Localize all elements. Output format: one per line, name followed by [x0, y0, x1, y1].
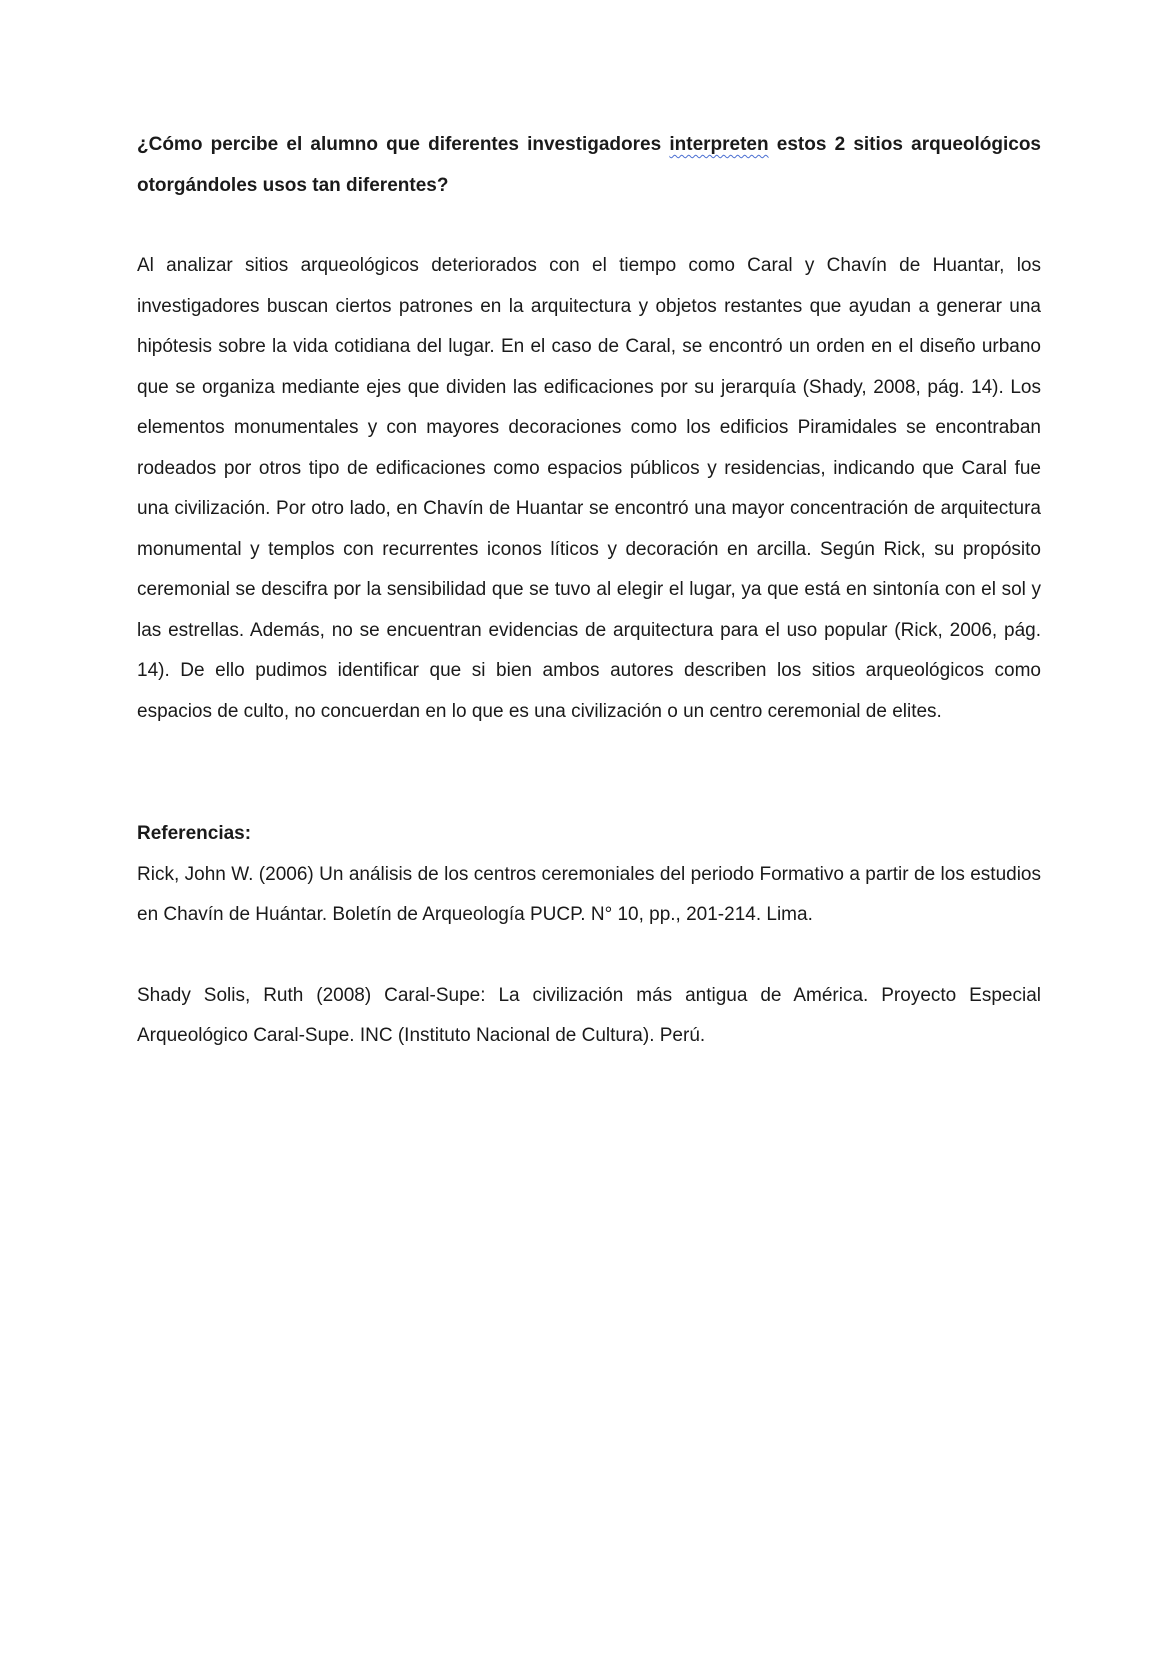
question-text-before: ¿Cómo percibe el alumno que diferentes investigadores — [137, 134, 670, 155]
question-text-after: estos 2 sitios arqueológicos otorgándoles usos tan diferentes? — [137, 134, 1041, 196]
document-content — [137, 125, 1041, 1057]
reference-item-shady: Shady Solis, Ruth (2008) Caral-Supe: La civilización más antigua de América. Proyecto Especial Arqueológico Caral-Supe. INC (Instituto Nacional de Cultura). Perú. — [137, 984, 1041, 1046]
question-heading — [137, 125, 1041, 206]
spellcheck-flagged-word[interactable]: interpreten — [669, 134, 769, 155]
references-heading: Referencias: — [137, 823, 252, 844]
body-paragraph: Al analizar sitios arqueológicos deteriorados con el tiempo como Caral y Chavín de Huantar, los investigadores buscan ciertos patrones en la arquitectura y objetos restantes que ayudan a generar una hipótesis sobre la vida cotidiana del lugar. En el caso de Caral, se encontró un orden en el diseño urbano que se organiza mediante ejes que dividen las edificaciones por su jerarquía (Shady, 2008, pág. 14). Los elementos monumentales y con mayores decoraciones como los edificios Piramidales se encontraban rodeados por otros tipo de edificaciones como espacios públicos y residencias, indicando que Caral fue una civilización. Por otro lado, en Chavín de Huantar se encontró una mayor concentración de arquitectura monumental y templos con recurrentes iconos líticos y decoración en arcilla. Según Rick, su propósito ceremonial se descifra por la sensibilidad que se tuvo al elegir el lugar, ya que está en sintonía con el sol y las estrellas. Además, no se encuentran evidencias de arquitectura para el uso popular (Rick, 2006, pág. 14). De ello pudimos identificar que si bien ambos autores describen los sitios arqueológicos como espacios de culto, no concuerdan en lo que es una civilización o un centro ceremonial de elites. — [137, 255, 1041, 722]
reference-item-rick: Rick, John W. (2006) Un análisis de los centros ceremoniales del periodo Formativo a partir de los estudios en Chavín de Huántar. Boletín de Arqueología PUCP. N° 10, pp., 201-214. Lima. — [137, 863, 1041, 925]
references-list — [137, 855, 1041, 1057]
